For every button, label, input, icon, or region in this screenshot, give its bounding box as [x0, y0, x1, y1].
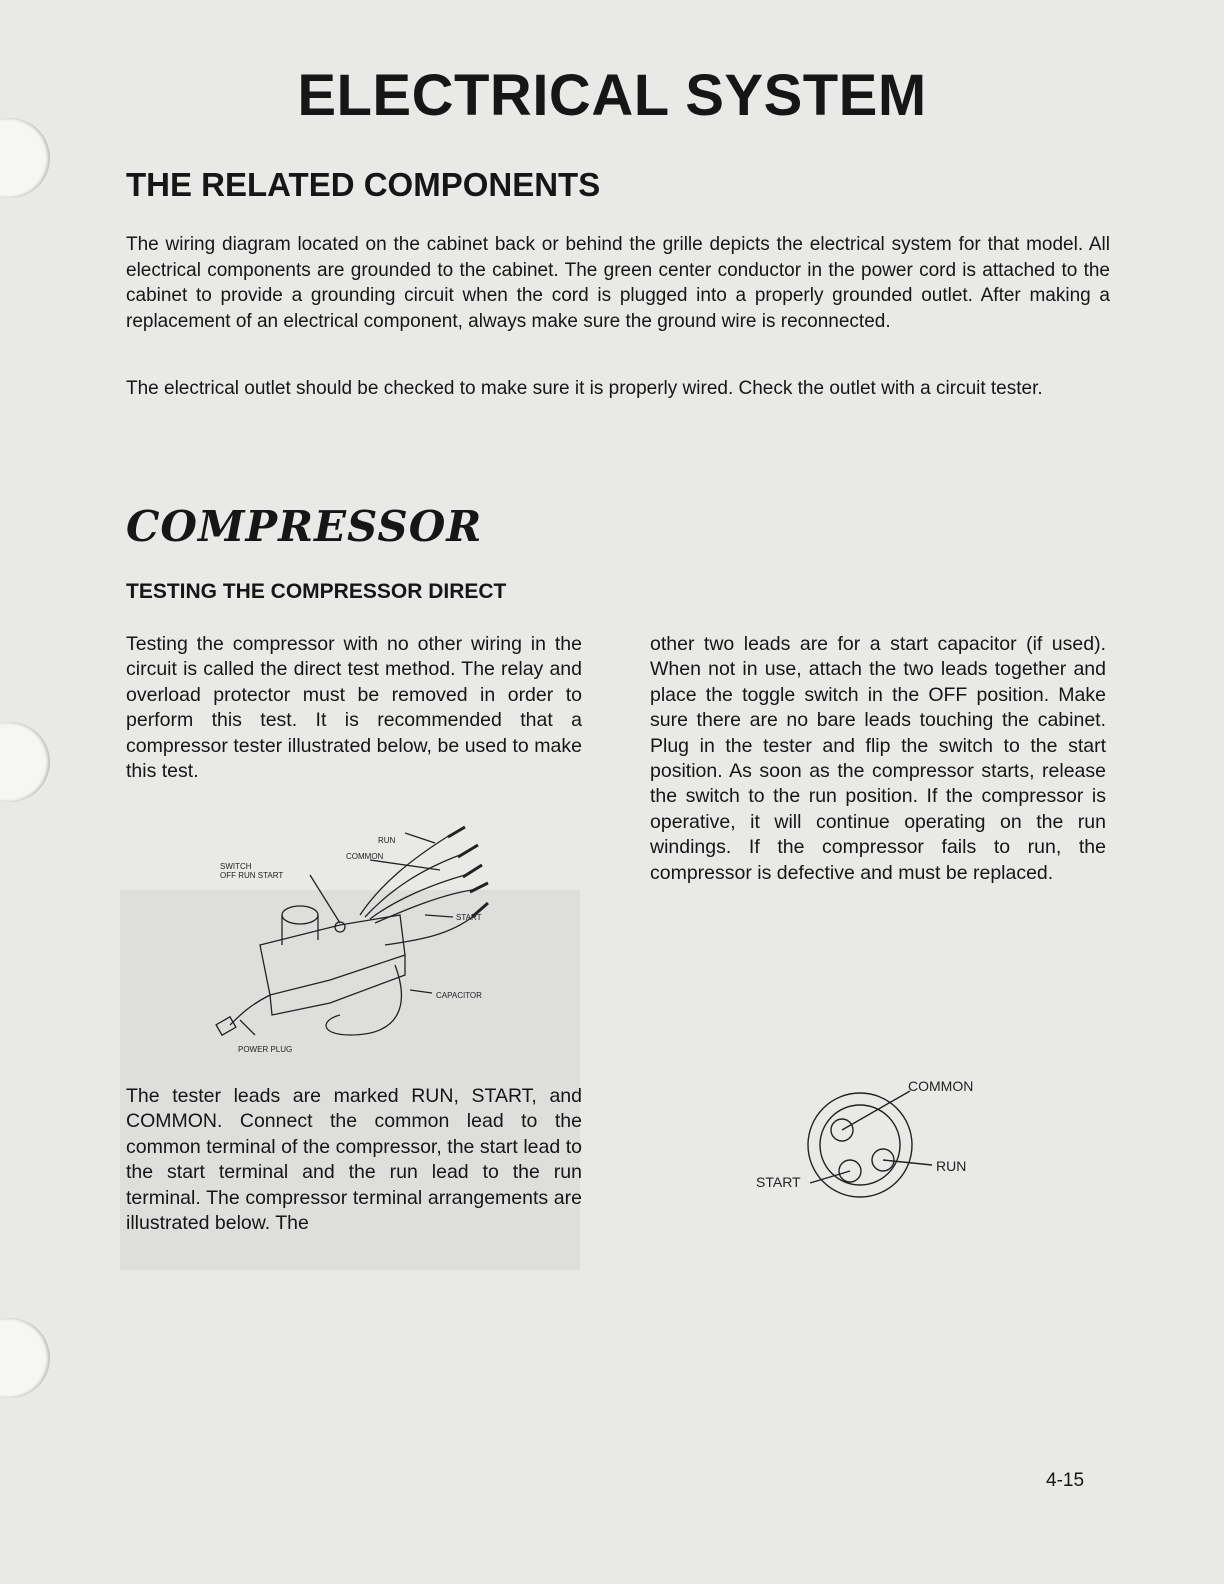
compressor-tester-illustration	[210, 815, 510, 1065]
power-cord	[230, 995, 270, 1025]
section-heading-related-components: THE RELATED COMPONENTS	[126, 166, 601, 203]
alligator-clips	[448, 827, 488, 917]
section-heading-compressor: COMPRESSOR	[126, 502, 483, 551]
figure-label-start: START	[456, 913, 482, 922]
binder-hole-middle	[0, 722, 50, 802]
pointer-common	[370, 860, 440, 870]
figure-label-run: RUN	[378, 836, 396, 845]
figure-label-capacitor: CAPACITOR	[436, 991, 482, 1000]
page-number: 4-15	[1046, 1470, 1085, 1491]
pointer-start	[425, 915, 453, 917]
figure-label-common: COMMON	[908, 1078, 974, 1094]
figure-label-common: COMMON	[346, 852, 384, 861]
left-paragraph-2: The tester leads are marked RUN, START, and COMMON. Connect the common lead to the common terminal of the compressor, the start lead to the start terminal and the run lead to the run terminal. The compressor terminal arrangements are illustrated below. The	[126, 1085, 582, 1235]
terminal-inner-ring	[820, 1105, 900, 1185]
tester-knob-top	[282, 906, 318, 924]
terminal-outer-ring	[808, 1093, 912, 1197]
terminal-arrangement-illustration	[740, 1075, 1000, 1205]
right-paragraph: other two leads are for a start capacitor (if used). When not in use, attach the two leads together and place the toggle switch in the OFF position. Make sure there are no bare leads touching the cabinet. Plug in the tester and flip the switch to the start position. As soon as the compressor starts, release the switch to the run position. If the compressor is operative, it will continue operating on the run windings. If the compressor fails to run, the compressor is defective and must be replaced.	[650, 633, 1106, 884]
binder-hole-bottom	[0, 1318, 50, 1398]
tester-knob-body	[282, 915, 318, 945]
power-plug	[216, 1017, 236, 1035]
pointer-plug	[240, 1020, 255, 1035]
related-components-paragraph-2: The electrical outlet should be checked to make sure it is properly wired. Check the outlet with a circuit tester.	[126, 378, 1043, 399]
figure-label-power-plug: POWER PLUG	[238, 1045, 293, 1054]
figure-label-switch: SWITCH	[220, 862, 252, 871]
pointer-run	[883, 1160, 932, 1165]
left-paragraph-1: Testing the compressor with no other wiring in the circuit is called the direct test method. The relay and overload protector must be removed in order to perform this test. It is recommended that a compressor tester illustrated below, be used to make this test.	[126, 633, 582, 783]
figure-label-switch-positions: OFF RUN START	[220, 871, 284, 880]
subheading-testing-direct: TESTING THE COMPRESSOR DIRECT	[126, 580, 507, 603]
tester-box-side	[270, 955, 405, 1015]
lead-extra	[370, 875, 465, 919]
related-components-paragraph-1: The wiring diagram located on the cabinet back or behind the grille depicts the electrical system for that model. All electrical components are grounded to the cabinet. The green center conductor in the power cord is attached to the cabinet to provide a grounding circuit when the cord is plugged into a properly grounded outlet. After making a replacement of an electrical component, always make sure the ground wire is reconnected.	[126, 234, 1110, 332]
lead-run	[360, 835, 450, 915]
binder-hole-top	[0, 118, 50, 198]
toggle-switch	[335, 922, 345, 932]
page-title: ELECTRICAL SYSTEM	[297, 63, 927, 128]
figure-label-run: RUN	[936, 1158, 967, 1174]
figure-label-start: START	[756, 1174, 801, 1190]
pointer-run	[405, 833, 435, 843]
pointer-capacitor	[410, 990, 432, 993]
switch-pointer	[310, 875, 340, 923]
